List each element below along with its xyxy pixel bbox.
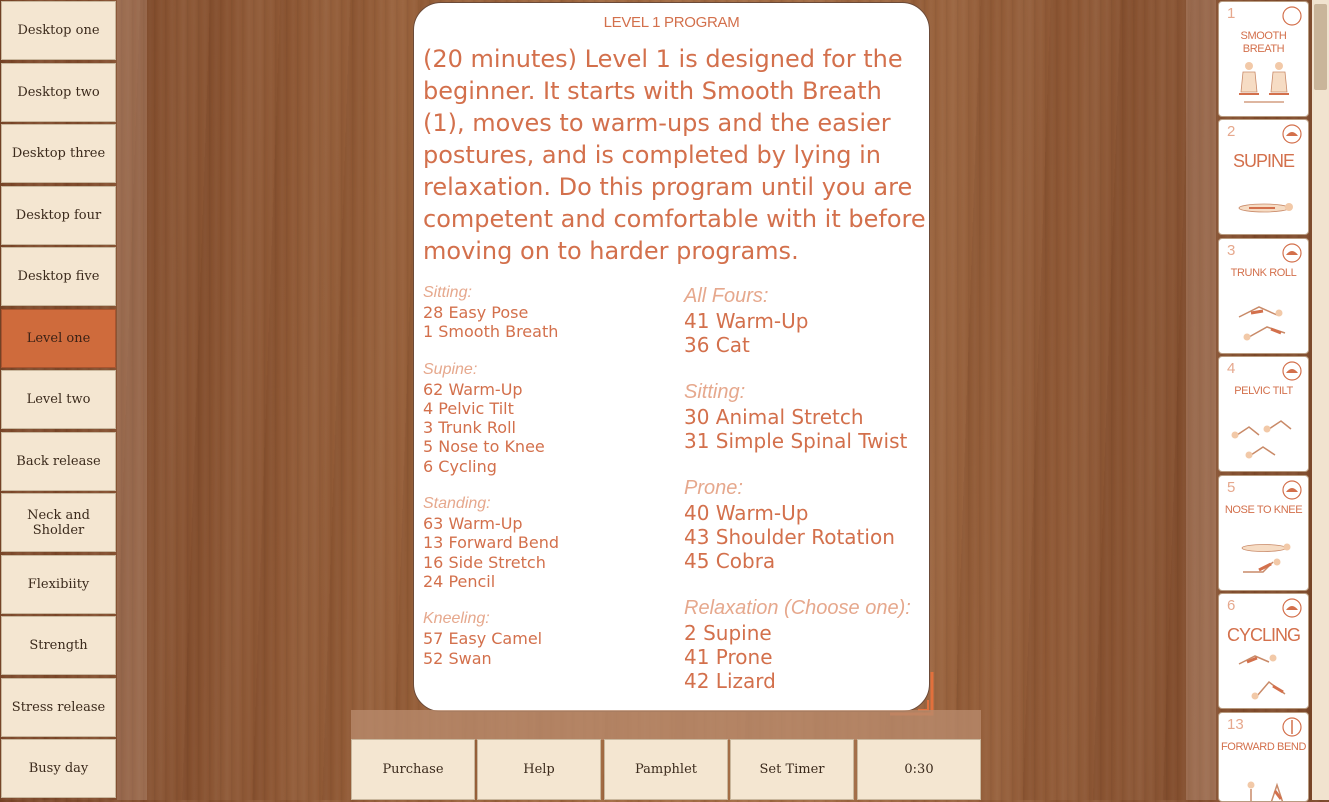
pose-number: 1 (1227, 5, 1236, 22)
pose-entry: 5 Nose to Knee (423, 437, 545, 457)
sidebar-item-desktop-two[interactable]: Desktop two (1, 63, 116, 122)
left-panel-strip (117, 0, 147, 800)
pose-name: CYCLING (1226, 625, 1300, 645)
half-circle-icon (1282, 361, 1302, 381)
pose-card-forward-bend[interactable] (1218, 712, 1309, 802)
pose-entry: 57 Easy Camel (423, 629, 543, 649)
pose-card-supine[interactable] (1218, 119, 1309, 235)
sidebar-item-stress-release[interactable]: Stress release (1, 678, 116, 737)
half-circle-icon (1282, 480, 1302, 500)
sidebar-item-desktop-four[interactable]: Desktop four (1, 186, 116, 245)
pose-list-scrollbar[interactable] (1312, 0, 1329, 800)
pose-entry: 43 Shoulder Rotation (684, 525, 895, 549)
right-panel-strip (1186, 0, 1216, 800)
pose-illustration-icon (1229, 176, 1299, 228)
pose-entry: 31 Simple Spinal Twist (684, 429, 908, 453)
pose-number: 6 (1227, 597, 1236, 614)
pose-card-smooth-breath[interactable] (1218, 1, 1309, 117)
section-kneeling (423, 609, 678, 668)
pose-entry: 41 Prone (684, 645, 773, 669)
section-heading: Relaxation (Choose one): (684, 597, 911, 619)
pose-card-pelvic-tilt[interactable] (1218, 356, 1309, 472)
pose-list (1218, 0, 1310, 800)
pose-entry: 30 Animal Stretch (684, 405, 864, 429)
pose-entry: 16 Side Stretch (423, 552, 546, 572)
pose-entry: 4 Pelvic Tilt (423, 398, 514, 418)
pose-card-cycling[interactable] (1218, 593, 1309, 709)
section-all-fours (684, 283, 929, 357)
pose-entry: 41 Warm-Up (684, 309, 809, 333)
half-circle-icon (1282, 243, 1302, 263)
sidebar-item-desktop-five[interactable]: Desktop five (1, 247, 116, 306)
section-heading: Supine: (423, 360, 478, 378)
sidebar-item-level-two[interactable]: Level two (1, 370, 116, 429)
sidebar-item-desktop-three[interactable]: Desktop three (1, 124, 116, 183)
program-left-column (423, 283, 678, 686)
pose-illustration-icon (1229, 295, 1299, 347)
pose-number: 13 (1227, 716, 1244, 733)
pose-list-scroll-thumb[interactable] (1314, 4, 1327, 90)
sidebar-item-flexibility[interactable]: Flexibiity (1, 555, 116, 614)
pose-number: 4 (1227, 360, 1236, 377)
pose-name: TRUNK ROLL (1230, 267, 1297, 279)
pose-entry: 62 Warm-Up (423, 379, 523, 399)
section-standing (423, 494, 678, 591)
section-heading: Kneeling: (423, 610, 490, 628)
section-sitting (423, 283, 678, 342)
pose-entry: 1 Smooth Breath (423, 322, 559, 342)
program-right-column (684, 283, 929, 712)
pose-number: 5 (1227, 479, 1236, 496)
pose-illustration-icon (1229, 58, 1299, 110)
pose-card-nose-to-knee[interactable] (1218, 475, 1309, 591)
pose-entry: 2 Supine (684, 621, 772, 645)
pose-name: SMOOTH BREATH (1240, 30, 1287, 55)
pose-illustration-icon (1229, 769, 1299, 802)
half-circle-icon (1282, 598, 1302, 618)
pose-number: 3 (1227, 242, 1236, 259)
pose-entry: 40 Warm-Up (684, 501, 809, 525)
sidebar-item-desktop-one[interactable]: Desktop one (1, 1, 116, 60)
pose-entry: 45 Cobra (684, 549, 776, 573)
pose-name: NOSE TO KNEE (1224, 504, 1303, 516)
pose-entry: 42 Lizard (684, 669, 776, 693)
vertical-line-icon (1282, 717, 1302, 737)
circle-icon (1282, 6, 1302, 26)
set-timer-button[interactable]: Set Timer (730, 739, 854, 800)
pose-entry: 28 Easy Pose (423, 303, 529, 322)
pose-entry: 13 Forward Bend (423, 533, 559, 553)
section-heading: Sitting: (684, 381, 746, 403)
help-button[interactable]: Help (477, 739, 601, 800)
pose-illustration-icon (1229, 413, 1299, 465)
pose-card-trunk-roll[interactable] (1218, 238, 1309, 354)
section-prone (684, 475, 929, 573)
pose-name: FORWARD BEND (1220, 741, 1307, 753)
pose-illustration-icon (1229, 532, 1299, 584)
sidebar-item-strength[interactable]: Strength (1, 616, 116, 675)
pose-number: 2 (1227, 123, 1236, 140)
pose-illustration-icon (1229, 650, 1299, 702)
sidebar-item-busy-day[interactable]: Busy day (1, 739, 116, 798)
pose-entry: 24 Pencil (423, 571, 496, 591)
sidebar-item-neck-and-shoulder[interactable]: Neck and Sholder (1, 493, 116, 552)
sidebar-item-back-release[interactable]: Back release (1, 432, 116, 491)
half-circle-icon (1282, 124, 1302, 144)
pose-entry: 36 Cat (684, 333, 750, 357)
section-supine (423, 360, 678, 476)
program-title: LEVEL 1 PROGRAM (603, 14, 740, 31)
section-sitting (684, 379, 929, 453)
pose-name: PELVIC TILT (1234, 385, 1293, 397)
pose-entry: 52 Swan (423, 648, 492, 668)
pose-entry: 3 Trunk Roll (423, 418, 516, 438)
pamphlet-button[interactable]: Pamphlet (604, 739, 728, 800)
program-description: (20 minutes) Level 1 is designed for the beginner. It starts with Smooth Breath (1), moves to warm-ups and the easier postures, and is completed by lying in relaxation. Do this program until you are competent and comfortable with it before moving on to harder programs. (423, 45, 926, 265)
section-heading: Standing: (423, 495, 491, 513)
pose-entry: 63 Warm-Up (423, 514, 523, 534)
pose-name: SUPINE (1232, 151, 1295, 171)
program-card (413, 2, 930, 712)
section-heading: Prone: (684, 477, 743, 499)
pose-entry: 6 Cycling (423, 456, 497, 476)
purchase-button[interactable]: Purchase (351, 739, 475, 800)
toolbar-backdrop (351, 710, 981, 740)
sidebar-item-level-one[interactable]: Level one (1, 309, 116, 368)
section-heading: Sitting: (423, 284, 472, 301)
section-heading: All Fours: (684, 285, 769, 307)
timer-display[interactable]: 0:30 (857, 739, 981, 800)
